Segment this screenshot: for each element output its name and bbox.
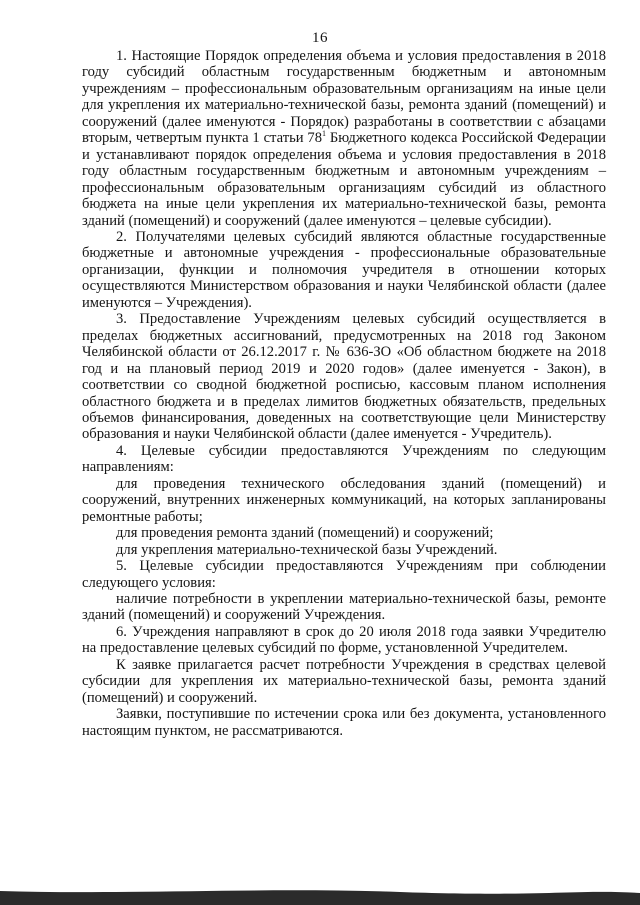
paragraph-1-text: 1. Настоящие Порядок определения объема и условия предоставления в 2018 году субсидий областным государственным бюджетным и автономным учреждениям – профессиональным образовательным организациям на иные цели для укрепления их материально-технической базы, ремонта зданий (помещений) и сооружений (далее именуются - Порядок) разработаны в соответствии с абзацами вторым, четвертым пункта 1 статьи 78: [82, 48, 606, 147]
paragraph-6: 6. Учреждения направляют в срок до 20 июля 2018 года заявки Учредителю на предоставление целевых субсидий по форме, установленной Учредителем.: [82, 623, 606, 657]
paragraph-5: 5. Целевые субсидии предоставляются Учреждениям при соблюдении следующего условия:: [82, 558, 606, 591]
condition-item: наличие потребности в укреплении материально-технической базы, ремонте зданий (помещений) и сооружений Учреждения.: [82, 590, 606, 624]
paragraph-2: 2. Получателями целевых субсидий являются областные государственные бюджетные и автономные учреждения - профессиональные образовательные организации, функции и полномочия учредителя в отношении которых осуществляются Министерством образования и науки Челябинской области (далее именуются – Учреждения).: [82, 228, 606, 311]
list-item-material-base: для укрепления материально-технической базы Учреждений.: [116, 541, 498, 558]
page-number: 16: [312, 30, 328, 46]
paragraph-1: [82, 48, 606, 229]
document-body: [82, 48, 606, 739]
paragraph-rejection: Заявки, поступившие по истечении срока или без документа, установленного настоящим пунктом, не рассматриваются.: [82, 706, 606, 739]
paragraph-attachment: К заявке прилагается расчет потребности Учреждения в средствах целевой субсидии для укрепления их материально-технической базы, ремонта зданий (помещений) и сооружений.: [82, 656, 606, 706]
footnote-superscript: 1: [322, 129, 326, 139]
list-item-inspection: для проведения технического обследования зданий (помещений) и сооружений, внутренних инженерных коммуникаций, на которых запланированы ремонтные работы;: [82, 475, 606, 525]
paragraph-3: 3. Предоставление Учреждениям целевых субсидий осуществляется в пределах бюджетных ассигнований, предусмотренных на 2018 год Законом Челябинской области от 26.12.2017 г. № 636-ЗО «Об областном бюджете на 2018 год и на плановый период 2019 и 2020 годов» (далее именуется - Закон), в соответствии со сводной бюджетной росписью, кассовым планом исполнения областного бюджета и в пределах лимитов бюджетных обязательств, предельных объемов финансирования, доведенных на соответствующие цели Министерству образования и науки Челябинской области (далее именуется - Учредитель).: [82, 311, 606, 443]
paragraph-4: 4. Целевые субсидии предоставляются Учреждениям по следующим направлениям:: [82, 442, 606, 476]
scan-edge-artifact: [0, 877, 640, 905]
paragraph-1-continuation: Бюджетного кодекса Российской Федерации и устанавливают порядок определения объема и условия предоставления в 2018 году областным государственным бюджетным и автономным учреждениям – профессиональным образовательным организациям субсидий из областного бюджета на иные цели укрепления их материально-технической базы, ремонта зданий (помещений) и сооружений (далее именуются – целевые субсидии).: [82, 130, 606, 229]
list-item-repair: для проведения ремонта зданий (помещений) и сооружений;: [116, 525, 494, 542]
